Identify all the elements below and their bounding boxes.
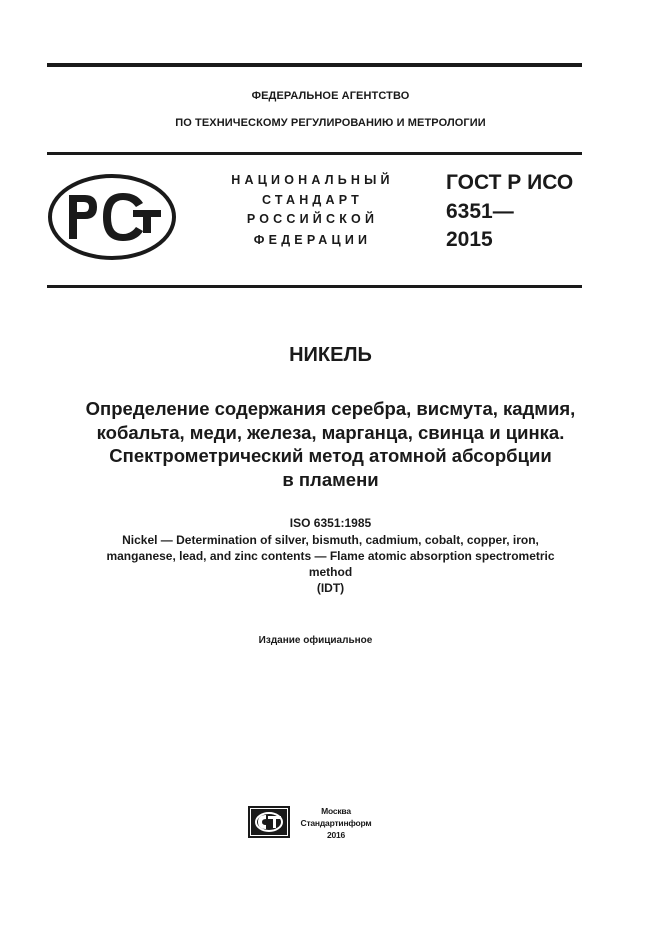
subtitle-line2: кобальта, меди, железа, марганца, свинца и цинка. bbox=[96, 422, 565, 443]
agency-name-line2: ПО ТЕХНИЧЕСКОМУ РЕГУЛИРОВАНИЮ И МЕТРОЛОГИИ bbox=[175, 117, 486, 129]
subtitle-line1: Определение содержания серебра, висмута, кадмия, bbox=[85, 398, 576, 419]
section-rule bbox=[47, 285, 582, 288]
edition-note: Издание официальное bbox=[258, 635, 373, 646]
publisher-city: Москва bbox=[321, 806, 351, 816]
gost-designation-line2: 6351— bbox=[446, 200, 514, 223]
national-standard-line4: ФЕДЕРАЦИИ bbox=[253, 233, 372, 247]
subtitle-line4: в пламени bbox=[282, 469, 379, 490]
gost-designation-line1: ГОСТ Р ИСО bbox=[446, 171, 574, 194]
national-standard-line3: РОССИЙСКОЙ bbox=[246, 212, 379, 226]
iso-equivalence: (IDT) bbox=[316, 581, 345, 595]
gost-designation-line3: 2015 bbox=[446, 228, 493, 251]
iso-title-line3: method bbox=[308, 565, 353, 579]
national-standard-line2: СТАНДАРТ bbox=[262, 193, 363, 207]
standartinform-logo-icon bbox=[248, 806, 290, 838]
subtitle-line3: Спектрометрический метод атомной абсорбции bbox=[109, 445, 552, 466]
iso-title-line2: manganese, lead, and zinc contents — Flame atomic absorption spectrometric bbox=[106, 549, 555, 563]
national-standard-line1: НАЦИОНАЛЬНЫЙ bbox=[231, 173, 394, 187]
publisher-name: Стандартинформ bbox=[300, 818, 372, 828]
top-rule bbox=[47, 63, 582, 67]
rst-logo-icon bbox=[47, 173, 177, 261]
iso-title-line1: Nickel — Determination of silver, bismuth, cadmium, cobalt, copper, iron, bbox=[122, 533, 539, 547]
header-rule bbox=[47, 152, 582, 155]
agency-name-line1: ФЕДЕРАЛЬНОЕ АГЕНТСТВО bbox=[251, 90, 410, 102]
publisher-year: 2016 bbox=[326, 830, 346, 840]
document-title: НИКЕЛЬ bbox=[289, 344, 372, 366]
iso-code: ISO 6351:1985 bbox=[289, 516, 372, 530]
